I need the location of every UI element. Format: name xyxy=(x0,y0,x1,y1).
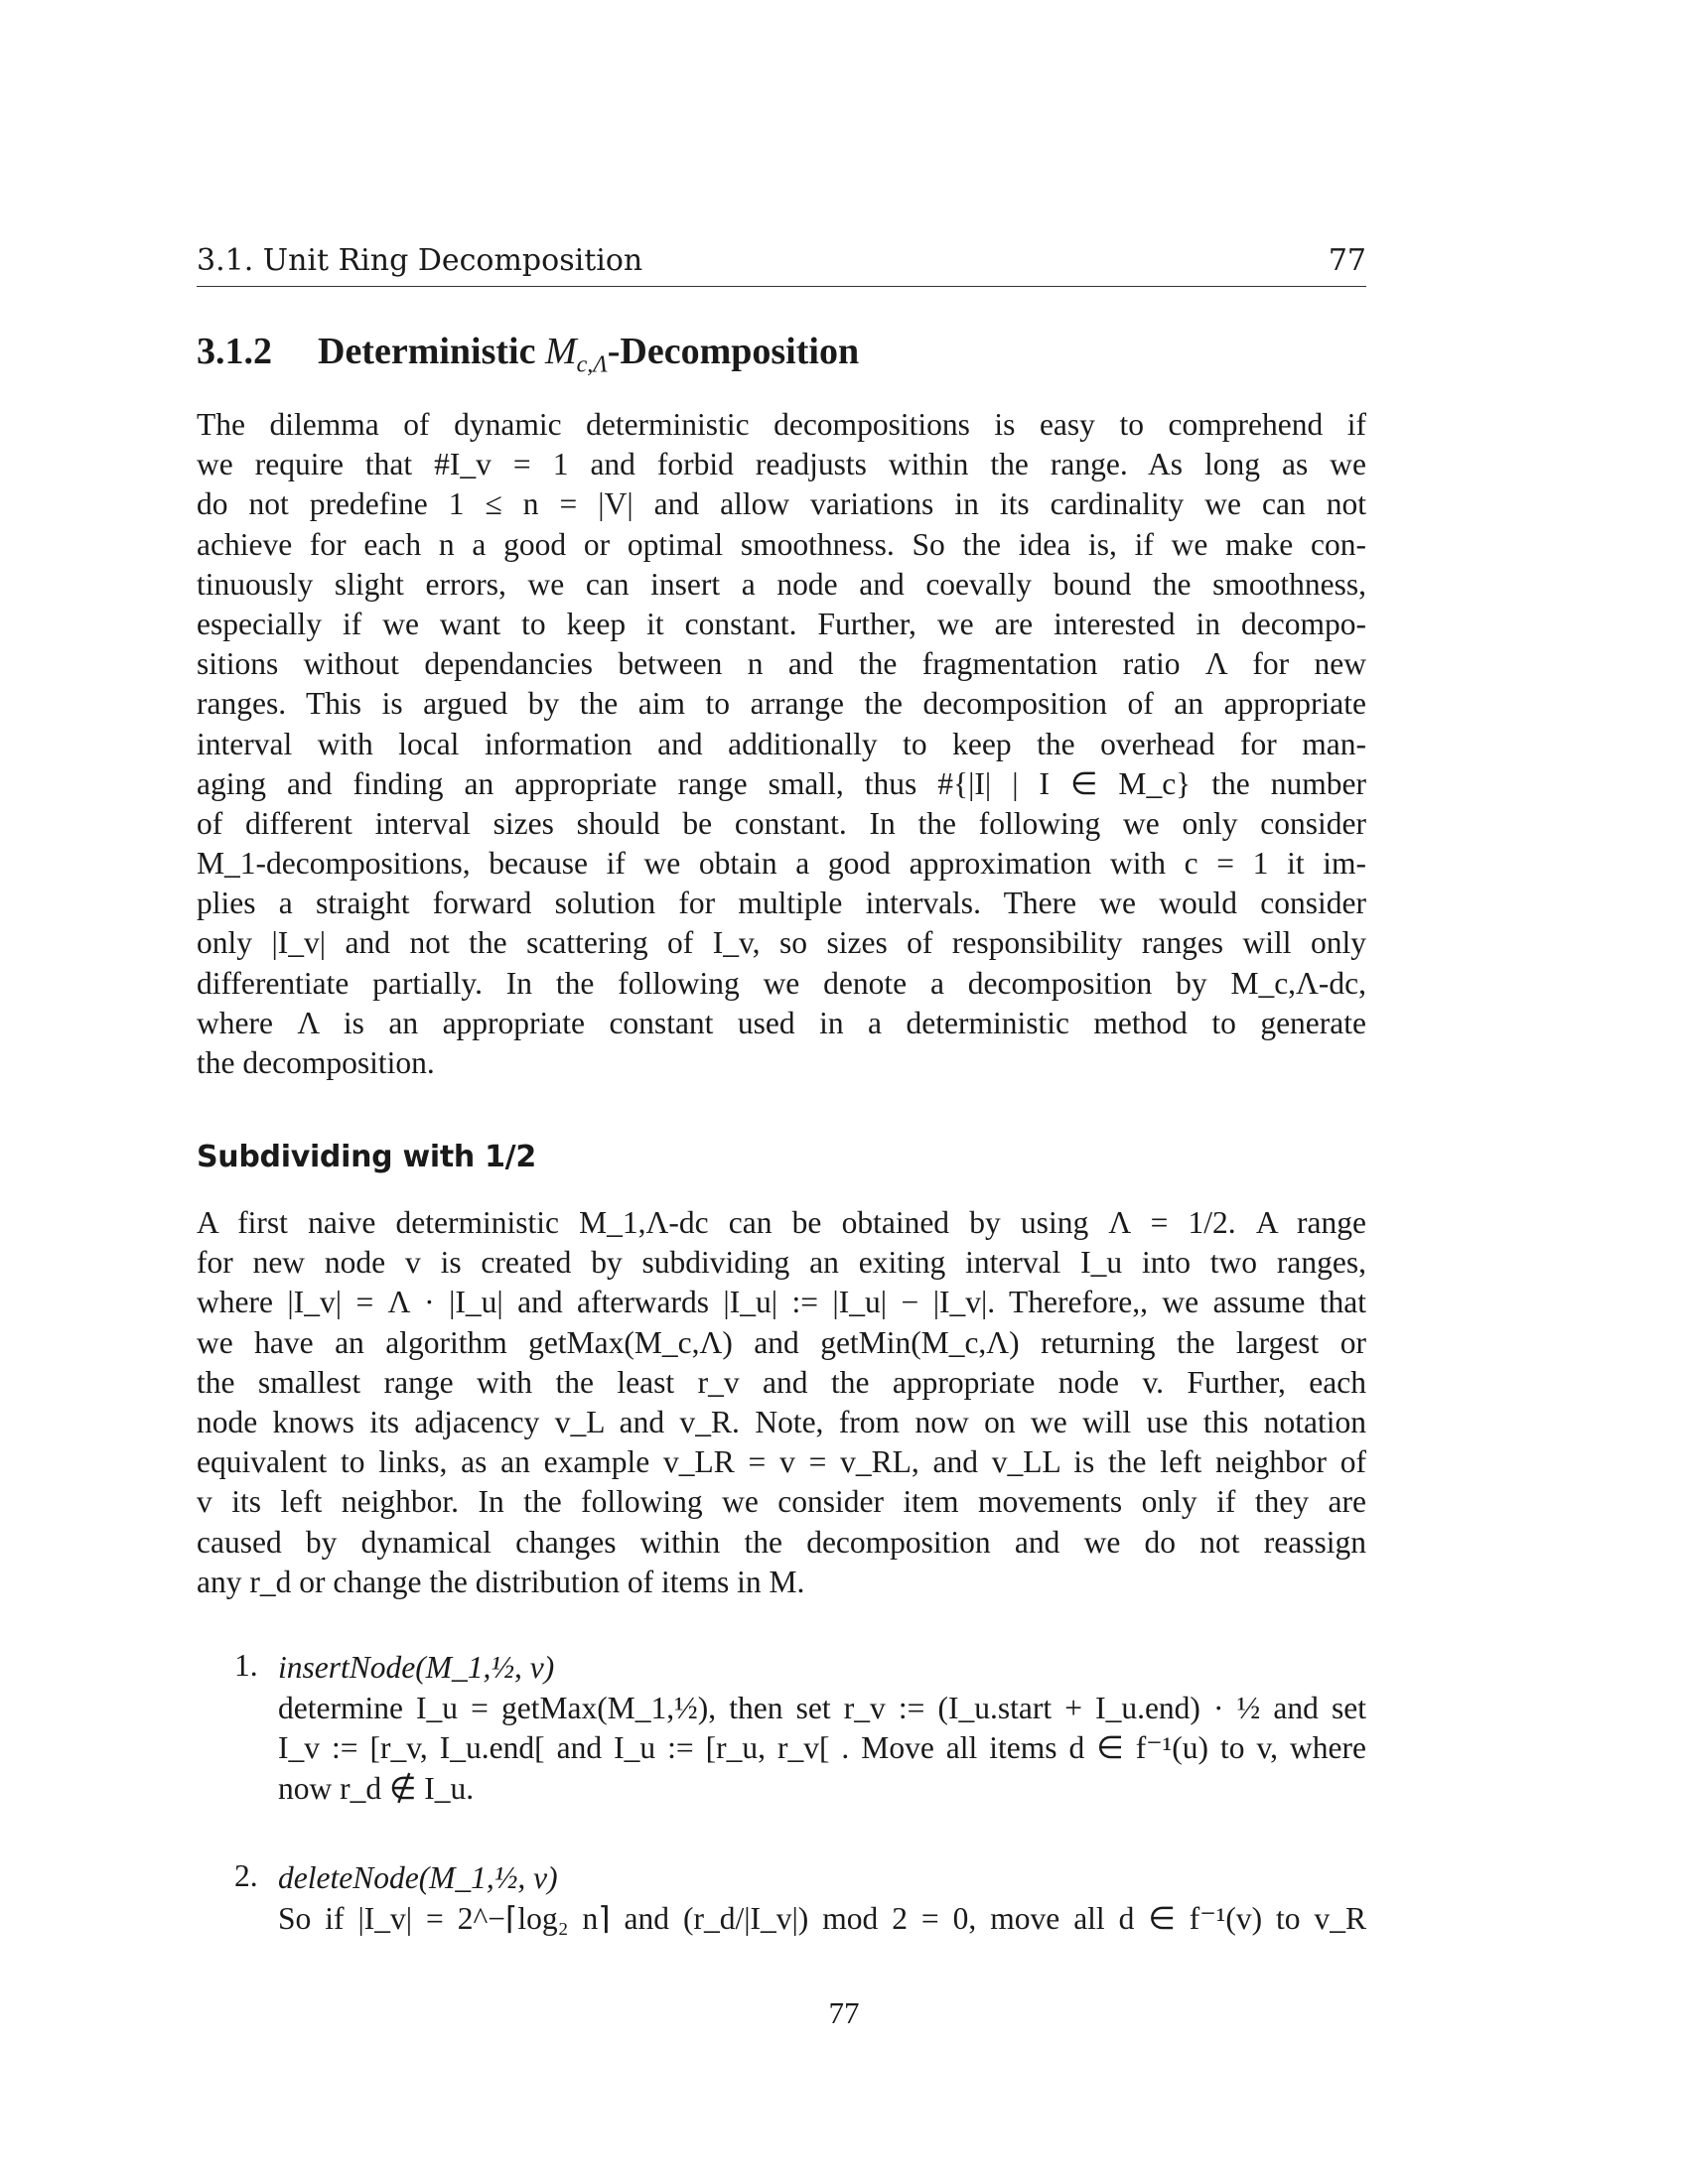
paragraph-line: ranges. This is argued by the aim to arrange the decomposition of an appropriate xyxy=(197,686,1366,722)
section-title-symbol-sub: c,Λ xyxy=(576,351,608,378)
paragraph-line: we have an algorithm getMax(M_c,Λ) and getMin(M_c,Λ) returning the largest or xyxy=(197,1324,1366,1360)
paragraph-line: only |I_v| and not the scattering of I_v, so sizes of responsibility ranges will only xyxy=(197,925,1366,961)
paragraph-line: we require that #I_v = 1 and forbid readjusts within the range. As long as we xyxy=(197,447,1366,482)
paragraph-line: of different interval sizes should be constant. In the following we only consider xyxy=(197,805,1366,841)
paragraph-line: caused by dynamical changes within the decomposition and we do not reassign xyxy=(197,1524,1366,1560)
paragraph-line: where Λ is an appropriate constant used in a deterministic method to generate xyxy=(197,1005,1366,1040)
list-item-function: deleteNode(M_1,½, v) xyxy=(278,1860,558,1895)
paragraph-line: for new node v is created by subdividing an exiting interval I_u into two ranges, xyxy=(197,1245,1366,1281)
header-page-number: 77 xyxy=(1328,243,1366,278)
paragraph-line: achieve for each n a good or optimal smoothness. So the idea is, if we make con- xyxy=(197,526,1366,562)
list-item-body xyxy=(278,1858,1366,1939)
list-item-line: I_v := [r_v, I_u.end[ and I_u := [r_u, r_v[ . Move all items d ∈ f⁻¹(u) to v, where xyxy=(278,1730,1366,1765)
list-item-line: So if |I_v| = 2^−⌈log₂ n⌉ and (r_d/|I_v|) mod 2 = 0, move all d ∈ f⁻¹(v) to v_R xyxy=(278,1900,1366,1936)
paragraph-line: differentiate partially. In the following we denote a decomposition by M_c,Λ-dc, xyxy=(197,965,1366,1001)
list-item-number: 2. xyxy=(234,1858,258,1893)
paragraph-line: especially if we want to keep it constant. Further, we are interested in decompo- xyxy=(197,606,1366,641)
paragraph-line: equivalent to links, as an example v_LR = v = v_RL, and v_LL is the left neighbor of xyxy=(197,1444,1366,1480)
section-title-suffix: -Decomposition xyxy=(607,331,860,372)
list-item-number: 1. xyxy=(234,1648,258,1683)
footer-page-number: 77 xyxy=(828,1995,860,2030)
list-item-line: now r_d ∉ I_u. xyxy=(278,1770,475,1806)
paragraph-line: the smallest range with the least r_v and the appropriate node v. Further, each xyxy=(197,1364,1366,1400)
paragraph-line: interval with local information and additionally to keep the overhead for man- xyxy=(197,726,1366,761)
header-section-title: 3.1. Unit Ring Decomposition xyxy=(197,243,643,278)
paragraph-line: v its left neighbor. In the following we consider item movements only if they are xyxy=(197,1484,1366,1520)
list-item-body xyxy=(278,1648,1366,1809)
paragraph-line: The dilemma of dynamic deterministic decompositions is easy to comprehend if xyxy=(197,407,1366,442)
paragraph-line: the decomposition. xyxy=(197,1045,435,1080)
subsection-heading: Subdividing with 1/2 xyxy=(197,1140,536,1174)
list-item-line: determine I_u = getMax(M_1,½), then set r_v := (I_u.start + I_u.end) · ½ and set xyxy=(278,1690,1366,1725)
section-title-symbol: M xyxy=(544,331,577,372)
paragraph-line: plies a straight forward solution for multiple intervals. There we would consider xyxy=(197,886,1366,921)
running-header xyxy=(197,236,1366,287)
paragraph-subdividing xyxy=(197,1203,1366,1602)
paragraph-line: do not predefine 1 ≤ n = |V| and allow variations in its cardinality we can not xyxy=(197,486,1366,522)
paragraph-line: sitions without dependancies between n and the fragmentation ratio Λ for new xyxy=(197,646,1366,682)
paragraph-intro xyxy=(197,405,1366,1083)
section-title-prefix: Deterministic xyxy=(318,331,536,372)
paragraph-line: any r_d or change the distribution of items in M. xyxy=(197,1564,805,1599)
paragraph-line: where |I_v| = Λ · |I_u| and afterwards |I_u| := |I_u| − |I_v|. Therefore,, we assume that xyxy=(197,1285,1366,1320)
paragraph-line: aging and finding an appropriate range small, thus #{|I| | I ∈ M_c} the number xyxy=(197,765,1366,801)
paragraph-line: A first naive deterministic M_1,Λ-dc can be obtained by using Λ = 1/2. A range xyxy=(197,1205,1366,1240)
section-number: 3.1.2 xyxy=(197,331,272,372)
list-item-function: insertNode(M_1,½, v) xyxy=(278,1650,555,1685)
paragraph-line: tinuously slight errors, we can insert a node and coevally bound the smoothness, xyxy=(197,566,1366,602)
paragraph-line: M_1-decompositions, because if we obtain a good approximation with c = 1 it im- xyxy=(197,846,1366,882)
paragraph-line: node knows its adjacency v_L and v_R. Note, from now on we will use this notation xyxy=(197,1404,1366,1439)
section-heading xyxy=(197,330,860,378)
